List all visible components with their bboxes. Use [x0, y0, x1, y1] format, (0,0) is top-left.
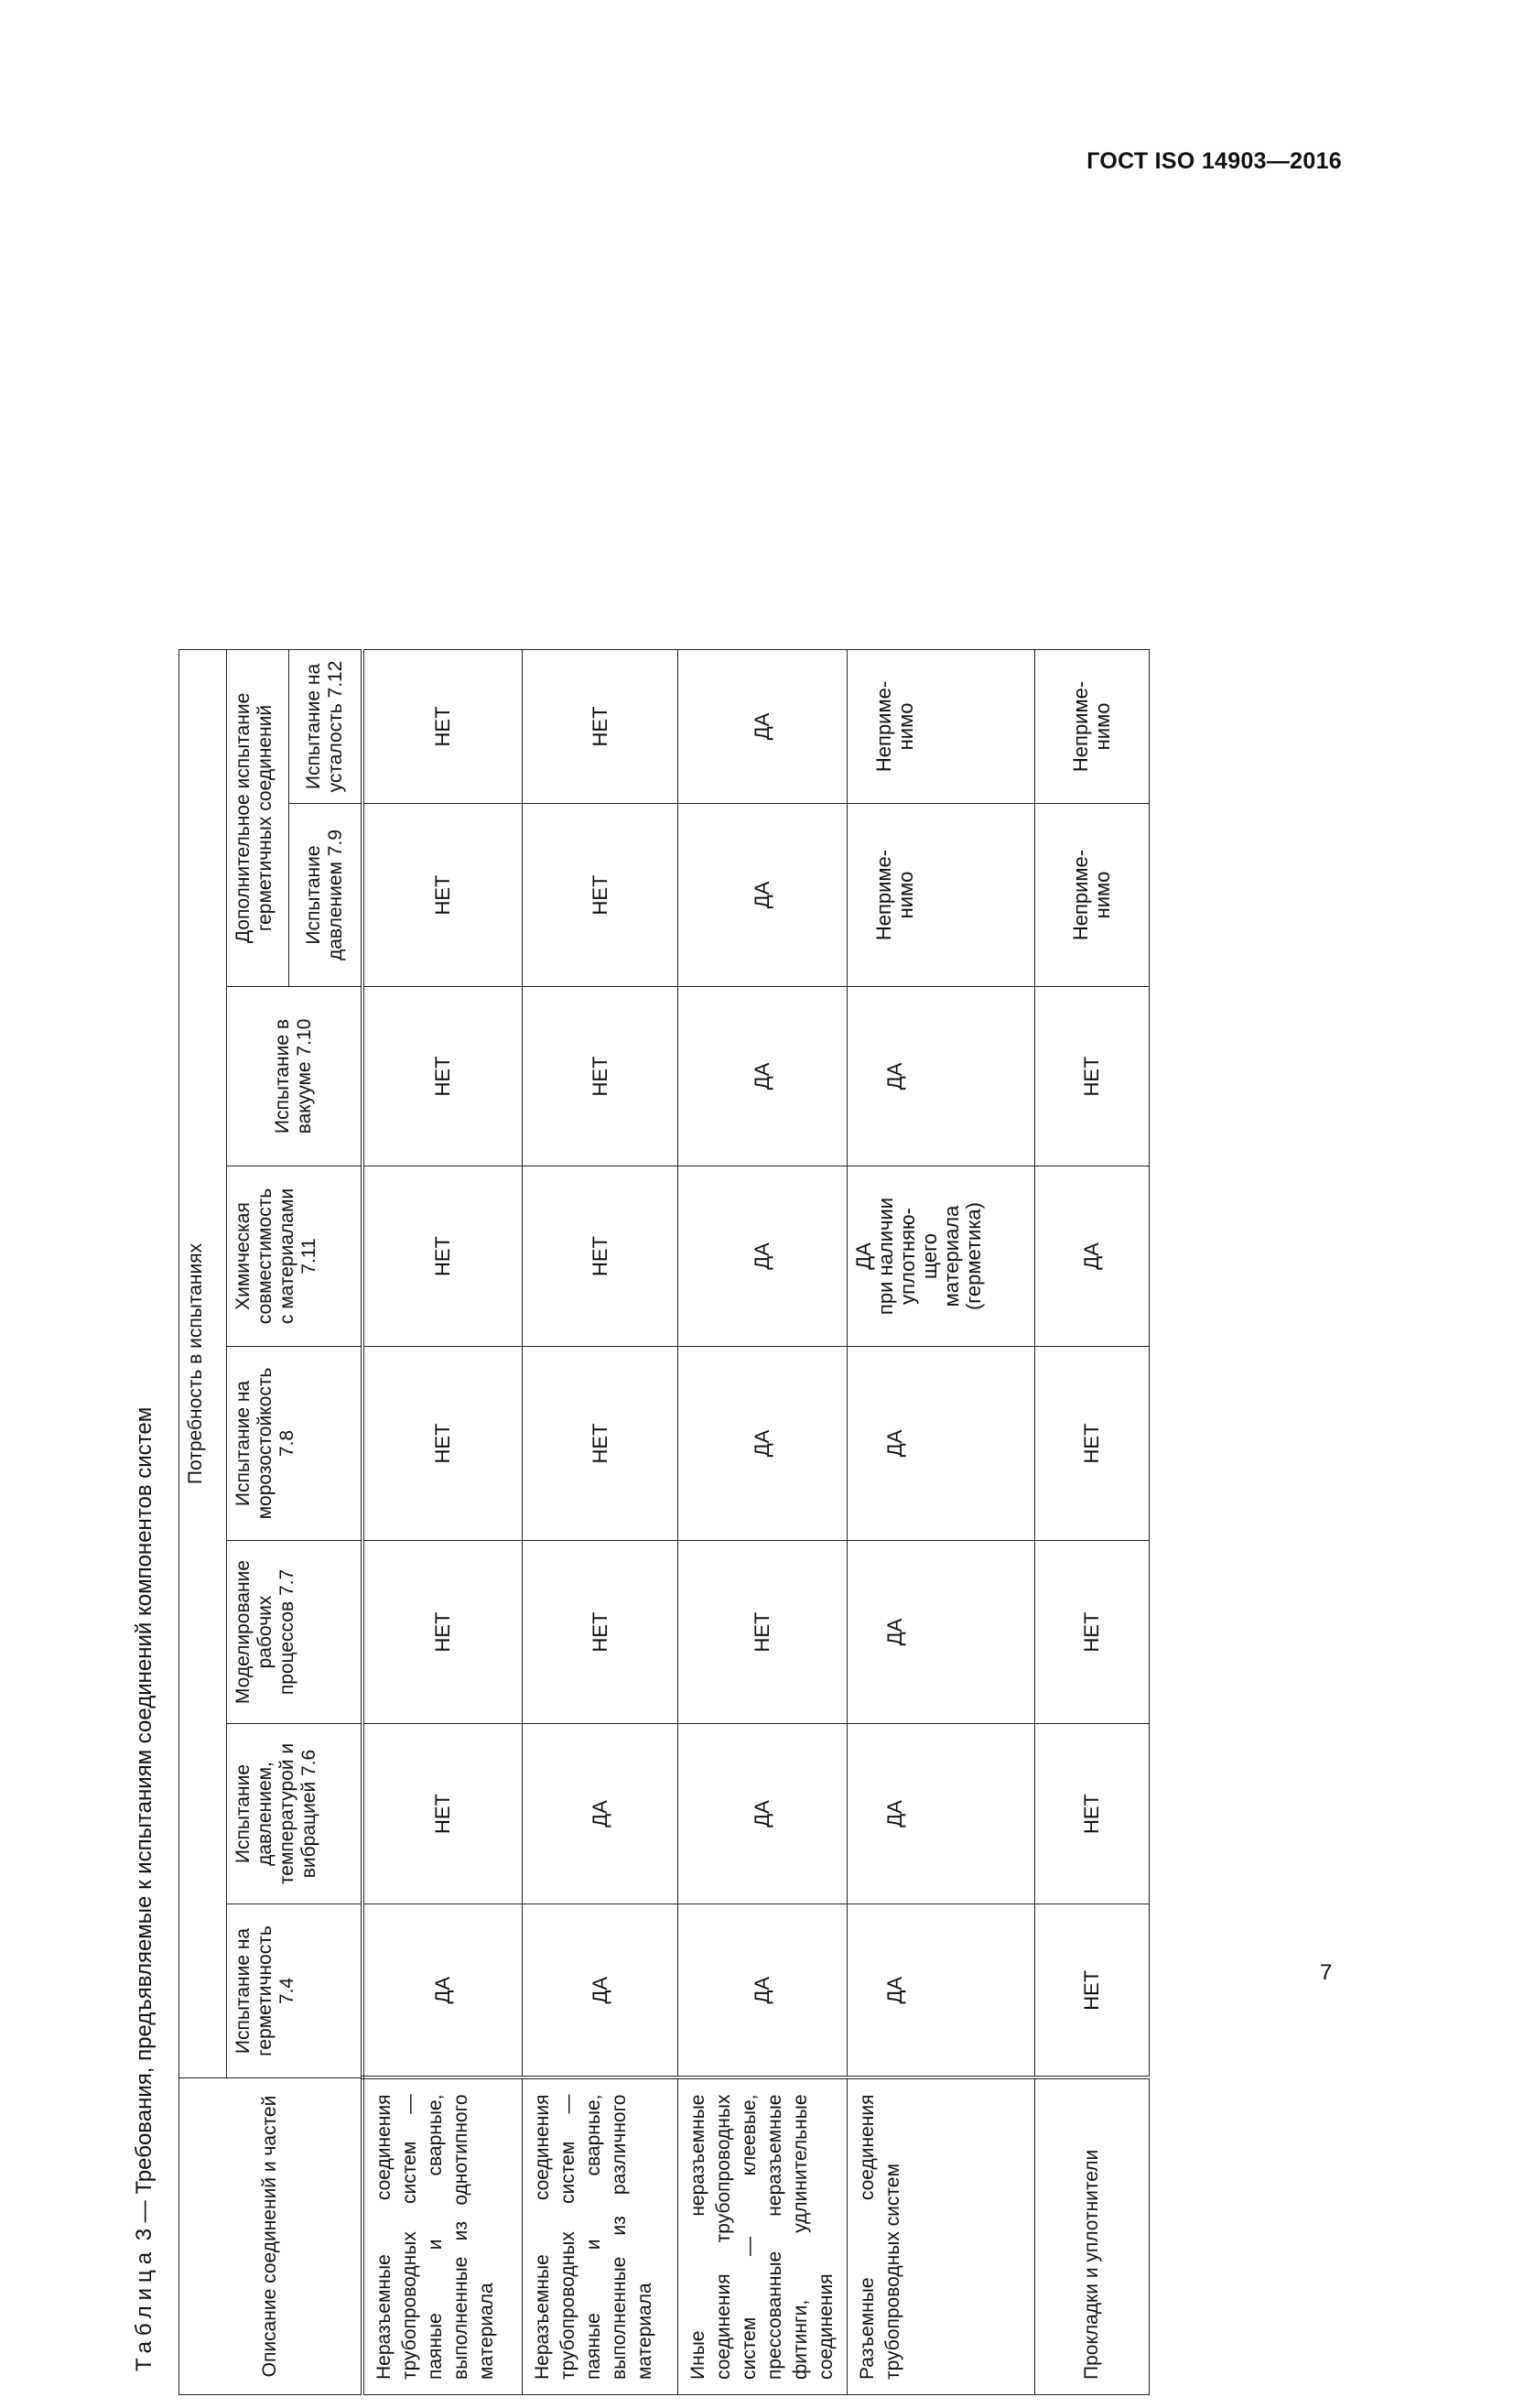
table-row [523, 649, 678, 2394]
cell-value: ДА [1035, 1166, 1150, 1347]
cell-value: ДА [523, 1904, 678, 2078]
cell-value: НЕТ [362, 1541, 523, 1724]
header-col-chemical-compatibility: Химическая совместимость с материалами 7.11 [227, 1166, 362, 1347]
cell-value: Неприме- нимо [1035, 804, 1150, 987]
header-col-pressure-temp-vibration: Испытание давлением, температурой и вибрацией 7.6 [227, 1724, 362, 1904]
cell-value: ДА [848, 1904, 1035, 2078]
cell-value: ДА [848, 1724, 1035, 1904]
header-col-frost-resistance: Испытание на морозостойкость 7.8 [227, 1347, 362, 1541]
cell-value: ДА [678, 1724, 848, 1904]
table-row [1035, 649, 1150, 2394]
row-description: Неразъемные соединения трубопроводных систем — паяные и сварные, выполненные из однотипного материала [362, 2078, 523, 2395]
header-col-fatigue: Испытание на усталость 7.12 [289, 649, 362, 803]
cell-value: НЕТ [523, 1541, 678, 1724]
cell-value: НЕТ [362, 649, 523, 803]
row-description: Разъемные соединения трубопроводных систем [848, 2078, 1035, 2395]
table-caption-number: 3 [132, 2228, 157, 2241]
cell-value: НЕТ [523, 1166, 678, 1347]
cell-value: ДА [678, 1166, 848, 1347]
cell-value: НЕТ [362, 987, 523, 1166]
requirements-table-frame [178, 650, 1135, 2395]
header-col-vacuum: Испытание в вакууме 7.10 [227, 987, 362, 1166]
table-row [362, 649, 523, 2394]
rotated-table-block [124, 650, 1158, 2408]
header-col-tightness: Испытание на герметичность 7.4 [227, 1904, 362, 2078]
cell-value: НЕТ [523, 1347, 678, 1541]
cell-value: НЕТ [362, 804, 523, 987]
cell-value: НЕТ [362, 1347, 523, 1541]
table-row [678, 649, 848, 2394]
cell-value: Неприме- нимо [848, 649, 1035, 803]
cell-value: ДА [678, 649, 848, 803]
cell-value: НЕТ [1035, 1541, 1150, 1724]
table-caption [131, 1407, 158, 2371]
cell-value: Неприме- нимо [1035, 649, 1150, 803]
cell-value: НЕТ [1035, 1347, 1150, 1541]
cell-value: ДА [678, 804, 848, 987]
cell-value: ДА [678, 987, 848, 1166]
row-description: Прокладки и уплотнители [1035, 2078, 1150, 2395]
cell-value: ДА [678, 1347, 848, 1541]
cell-value: ДА [362, 1904, 523, 2078]
table-caption-prefix: Таблица [132, 2246, 157, 2371]
table-caption-text: — Требования, предъявляемые к испытаниям соединений компонентов систем [132, 1406, 157, 2229]
cell-value: НЕТ [523, 804, 678, 987]
cell-value: ДА [848, 1541, 1035, 1724]
cell-value: НЕТ [678, 1541, 848, 1724]
header-col-pressure: Испытание давлением 7.9 [289, 804, 362, 987]
cell-value: ДА [848, 1347, 1035, 1541]
document-code: ГОСТ ISO 14903—2016 [1086, 148, 1342, 174]
cell-value: Неприме- нимо [848, 804, 1035, 987]
cell-value: ДА [678, 1904, 848, 2078]
row-description: Иные неразъемные соединения трубопроводных систем — клеевые, прессованные неразъемные фитинги, удлинительные соединения [678, 2078, 848, 2395]
cell-value: НЕТ [523, 649, 678, 803]
row-description: Неразъемные соединения трубопроводных систем — паяные и сварные, выполненные из различного материала [523, 2078, 678, 2395]
cell-value: НЕТ [362, 1166, 523, 1347]
requirements-table [178, 649, 1150, 2395]
cell-value: ДА [848, 987, 1035, 1166]
cell-value: НЕТ [1035, 987, 1150, 1166]
cell-value: ДА при наличии уплотняю- щего материала (герметика) [848, 1166, 1035, 1347]
cell-value: НЕТ [1035, 1724, 1150, 1904]
header-group-additional: Дополнительное испытание герметичных соединений [227, 649, 289, 986]
cell-value: ДА [523, 1724, 678, 1904]
header-col-process-simulation: Моделирование рабочих процессов 7.7 [227, 1541, 362, 1724]
table-row [848, 649, 1035, 2394]
cell-value: НЕТ [523, 987, 678, 1166]
header-group-need: Потребность в испытаниях [179, 649, 227, 2077]
cell-value: НЕТ [362, 1724, 523, 1904]
page-number: 7 [1320, 1960, 1333, 1985]
header-description: Описание соединений и частей [179, 2078, 362, 2395]
cell-value: НЕТ [1035, 1904, 1150, 2078]
